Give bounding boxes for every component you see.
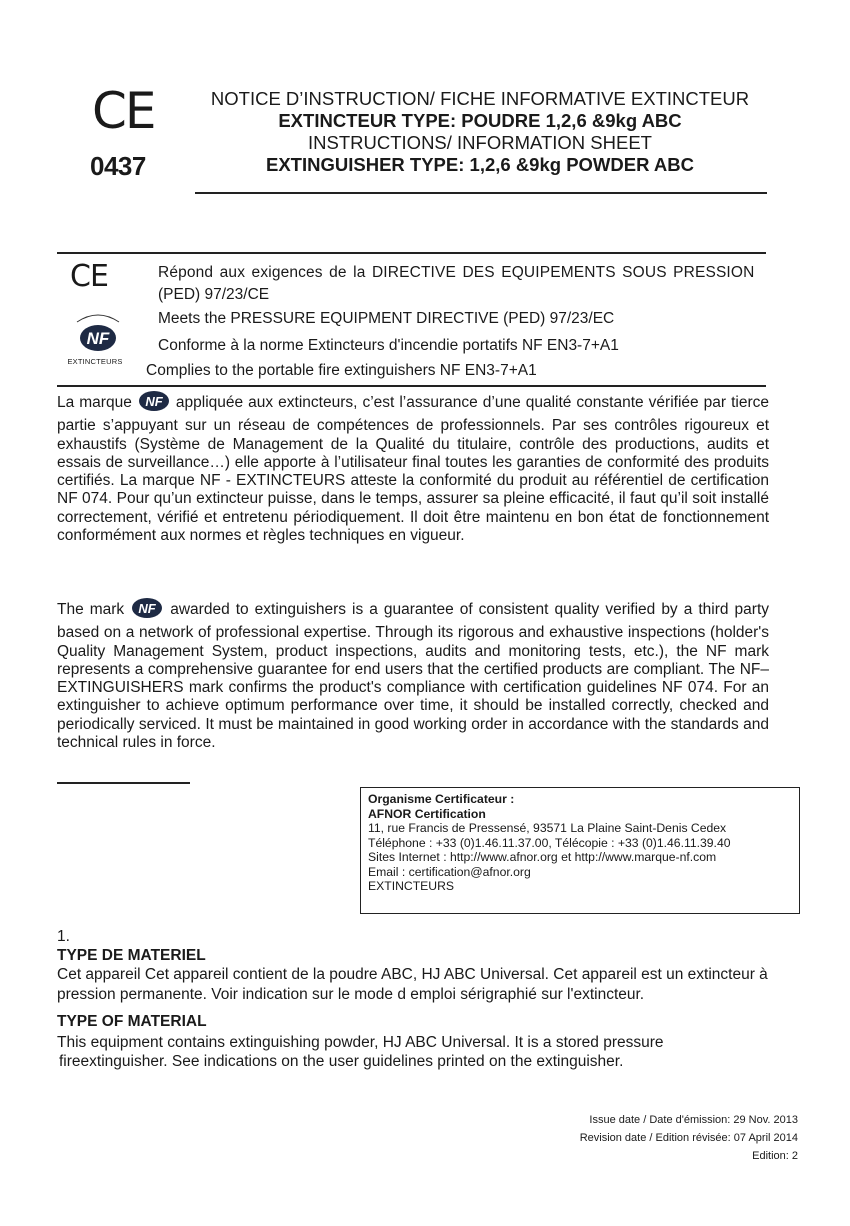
ce-mark-small: CE <box>70 259 108 294</box>
paragraph-end-rule <box>57 782 190 784</box>
section-material-type <box>57 927 777 1071</box>
ce-mark-logo: CE <box>92 82 155 140</box>
nf-inline-icon-en <box>130 597 164 624</box>
nf-mark-paragraph-en <box>57 597 769 752</box>
nf-logo-caption: EXTINCTEURS <box>67 357 123 366</box>
compliance-line-4: Conforme à la norme Extincteurs d'incendie portatifs NF EN3-7+A1 <box>158 337 619 354</box>
cert-scope: EXTINCTEURS <box>368 879 454 893</box>
compliance-line-5: Complies to the portable fire extinguishers NF EN3-7+A1 <box>146 362 537 379</box>
nf-mark-paragraph-fr <box>57 390 769 545</box>
compliance-line-2: (PED) 97/23/CE <box>158 286 270 303</box>
compliance-top-rule <box>57 252 766 254</box>
title-line-2: EXTINCTEUR TYPE: POUDRE 1,2,6 &9kg ABC <box>278 110 682 131</box>
title-divider <box>195 192 767 194</box>
nf-logo <box>63 310 133 362</box>
section-body-en-1: This equipment contains extinguishing powder, HJ ABC Universal. It is a stored pressure <box>57 1034 664 1051</box>
issue-date: Issue date / Date d'émission: 29 Nov. 2013 <box>589 1114 798 1126</box>
title-line-1: NOTICE D’INSTRUCTION/ FICHE INFORMATIVE EXTINCTEUR <box>210 88 750 109</box>
compliance-line-1: Répond aux exigences de la DIRECTIVE DES EQUIPEMENTS SOUS PRESSION <box>158 264 755 281</box>
cert-email: Email : certification@afnor.org <box>368 864 531 879</box>
para-fr-body: appliquée aux extincteurs, c’est l’assurance d’une qualité constante vérifiée par tierce partie s’appuyant sur un réseau de compétences de professionnels. Par ses contrôles rigoureux et exhaustifs (Système de Management de la Qualité du titulaire, contrôle des productions, audits et essais de surveillance…) elle apporte à l’utilisateur final toutes les garanties de conformité des produits certifiés. La marque NF - EXTINCTEURS atteste la conformité du produit au référentiel de certification NF 074. Pour qu’un extincteur puisse, dans le temps, assurer sa pleine efficacité, il faut qu’il soit installé correctement, vérifié et entretenu périodiquement. Il doit être maintenu en bon état de fonctionnement conformément aux normes et règles techniques en vigueur. <box>57 394 769 545</box>
cert-org: AFNOR Certification <box>368 806 486 821</box>
revision-date: Revision date / Edition révisée: 07 April 2014 <box>579 1132 798 1144</box>
cert-web: Sites Internet : http://www.afnor.org et http://www.marque-nf.com <box>368 850 717 864</box>
nf-inline-icon <box>137 390 171 417</box>
para-fr-lead: La marque <box>57 394 132 411</box>
document-title <box>195 88 765 176</box>
edition-number: Edition: 2 <box>752 1150 798 1162</box>
certification-body-box <box>360 787 800 914</box>
cert-phone: Téléphone : +33 (0)1.46.11.37.00, Télécopie : +33 (0)1.46.11.39.40 <box>368 835 731 850</box>
compliance-bottom-rule <box>57 385 766 387</box>
svg-text:NF: NF <box>145 394 163 409</box>
document-dates <box>580 1111 798 1165</box>
para-en-body: awarded to extinguishers is a guarantee of consistent quality verified by a third party based on a network of professional expertise. Through its rigorous and exhaustive inspections (holder's Quality Management System, product inspections, audits and monitoring tests, etc.), the NF mark represents a comprehensive guarantee for end users that the certified products are compliant. The NF–EXTINGUISHERS mark confirms the product's compliance with certification guidelines NF 074. For an extinguisher to achieve optimum performance over time, it should be installed correctly, checked and periodically serviced. It must be maintained in good working order in accordance with the standards and technical rules in force. <box>57 601 769 752</box>
title-line-3: INSTRUCTIONS/ INFORMATION SHEET <box>308 132 652 153</box>
nf-logo-text: NF <box>86 329 110 348</box>
title-line-4: EXTINGUISHER TYPE: 1,2,6 &9kg POWDER ABC <box>266 154 694 175</box>
section-heading-fr: TYPE DE MATERIEL <box>57 947 206 964</box>
cert-heading: Organisme Certificateur : <box>368 792 515 806</box>
cert-address: 11, rue Francis de Pressensé, 93571 La Plaine Saint-Denis Cedex <box>368 821 727 835</box>
section-heading-en: TYPE OF MATERIAL <box>57 1013 207 1030</box>
compliance-line-3: Meets the PRESSURE EQUIPMENT DIRECTIVE (PED) 97/23/EC <box>158 310 615 327</box>
para-en-lead: The mark <box>57 601 125 618</box>
notified-body-number: 0437 <box>90 151 146 181</box>
section-body-en-2: fireextinguisher. See indications on the user guidelines printed on the extinguisher. <box>59 1053 624 1070</box>
section-body-fr: Cet appareil Cet appareil contient de la poudre ABC, HJ ABC Universal. Cet appareil est un extincteur à pression permanente. Voir indication sur le mode d emploi sérigraphié sur l'extincteur. <box>57 966 768 1003</box>
section-number: 1. <box>57 928 70 945</box>
svg-text:NF: NF <box>138 601 156 616</box>
